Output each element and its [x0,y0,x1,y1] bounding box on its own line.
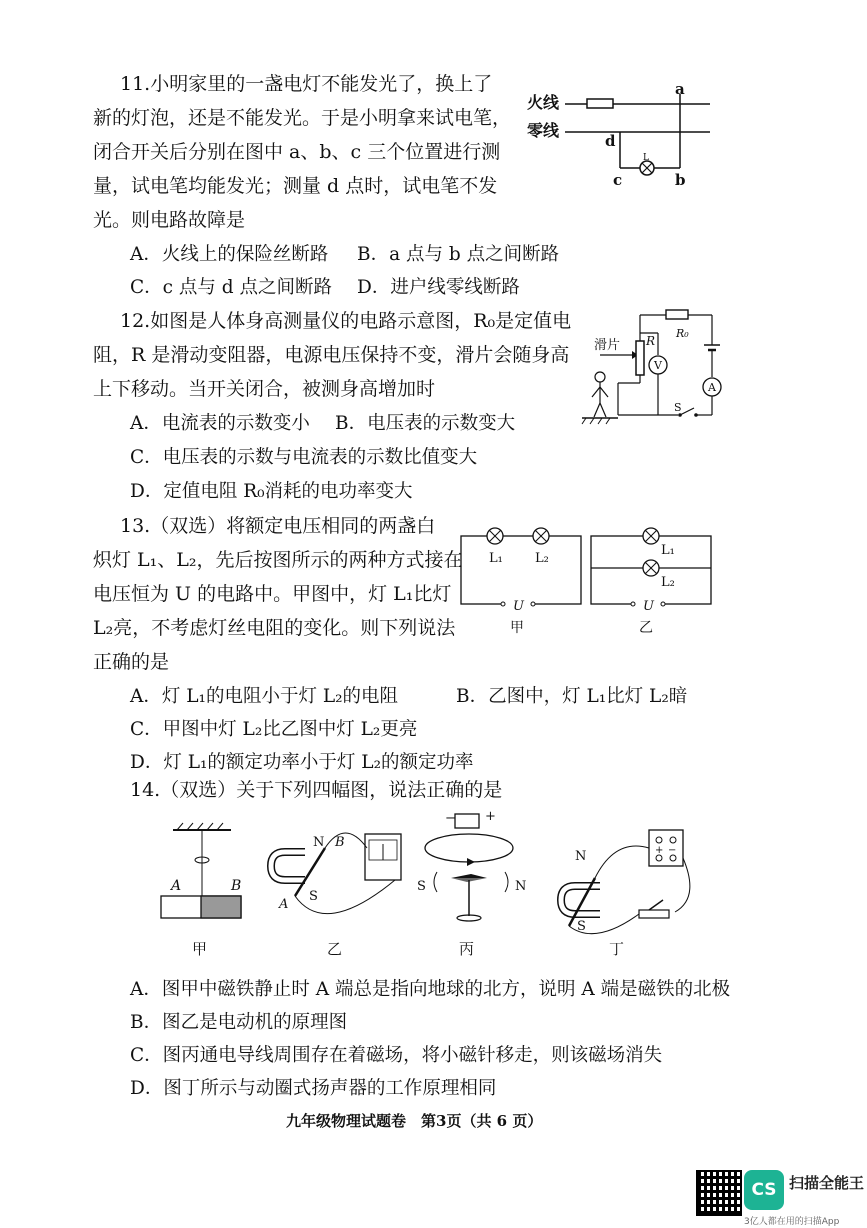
camscanner-logo-icon [744,1170,784,1210]
q13-option-d: D．灯 L₁的额定功率小于灯 L₂的额定功率 [130,752,474,773]
q11-option-d: D．进户线零线断路 [357,277,520,298]
fig-ding-caption: 丁 [609,940,625,958]
switch-label: S [674,401,682,414]
point-a-label: a [675,82,685,98]
ammeter-label: A [708,381,716,394]
lamp-label: L [643,153,649,163]
battery-icon [455,814,479,828]
q13-line-3: 电压恒为 U 的电路中。甲图中，灯 L₁比灯 [93,583,452,605]
fig-yi-caption: 乙 [327,940,343,958]
yi-caption: 乙 [639,620,653,636]
compass-needle-icon [451,874,487,878]
point-c-label: c [613,171,623,189]
slider-label: 滑片 [594,338,621,353]
camscanner-logo-text: CS [751,1180,777,1200]
jia-l2-label: L₂ [535,551,549,566]
q11-line-4: 量，试电笔均能发光；测量 d 点时，试电笔不发 [93,175,498,197]
q12-circuit-diagram [578,305,728,435]
fig-yi-s-label: S [309,889,318,904]
camscanner-name: 扫描全能王 [789,1174,865,1192]
q13-line-1: 13.（双选）将额定电压相同的两盏白 [120,515,436,537]
fig-bing-caption: 丙 [459,940,475,958]
q14-option-a: A．图甲中磁铁静止时 A 端总是指向地球的北方，说明 A 端是磁铁的北极 [130,979,731,1000]
camscanner-tagline: 3亿人都在用的扫描App [744,1217,840,1227]
yi-l1-label: L₁ [661,543,675,558]
switch-icon [680,408,694,415]
q13-option-b: B．乙图中，灯 L₁比灯 L₂暗 [456,686,688,707]
fig-jia-b-label: B [231,878,242,894]
q11-line-3: 闭合开关后分别在图中 a、b、c 三个位置进行测 [93,141,501,163]
q13-option-a: A．灯 L₁的电阻小于灯 L₂的电阻 [130,686,399,707]
q11-circuit-diagram [525,82,715,192]
neutral-wire-label: 零线 [527,121,560,140]
q11-line-1: 11.小明家里的一盏电灯不能发光了，换上了 [120,73,493,95]
fig-yi-a-label: A [279,897,289,912]
q12-option-c: C．电压表的示数与电流表的示数比值变大 [130,447,478,468]
rheostat-label: R [646,334,656,348]
fig-ding-n-label: N [575,849,587,864]
person-icon [595,372,605,382]
q11-option-b: B．a 点与 b 点之间断路 [357,244,560,265]
rheostat-icon [636,341,644,375]
jia-caption: 甲 [510,620,524,636]
fig-bing-s-label: S [417,879,426,894]
fig-ding-plus-label: + [655,845,664,856]
fig-jia-caption: 甲 [192,940,208,958]
q11-line-2: 新的灯泡，还是不能发光。于是小明拿来试电笔， [93,107,512,129]
q13-line-4: L₂亮，不考虑灯丝电阻的变化。则下列说法 [93,617,456,639]
fig-yi-b-label: B [335,835,345,850]
qr-code-icon [696,1170,742,1216]
q11-option-c: C．c 点与 d 点之间断路 [130,277,333,298]
jia-u-label: U [513,599,524,614]
fig-yi-n-label: N [313,835,325,850]
fig-bing-minus-label: − [445,811,456,826]
fuse-icon [587,99,613,108]
yi-l2-label: L₂ [661,575,675,590]
resistor-r0-label: R₀ [676,327,689,340]
q12-option-d: D．定值电阻 R₀消耗的电功率变大 [130,481,413,502]
q14-option-d: D．图丁所示与动圈式扬声器的工作原理相同 [130,1078,497,1099]
q14-option-b: B．图乙是电动机的原理图 [130,1012,348,1033]
fig-bing-n-label: N [515,879,527,894]
q13-line-5: 正确的是 [93,651,170,673]
page-footer: 九年级物理试题卷 第3页（共 6 页） [286,1112,543,1130]
q13-circuit-diagrams [455,518,725,643]
q13-line-2: 炽灯 L₁、L₂，先后按图所示的两种方式接在 [93,549,463,571]
voltmeter-label: V [654,359,662,372]
jia-l1-label: L₁ [489,551,503,566]
q11-option-a: A．火线上的保险丝断路 [130,244,329,265]
yi-u-label: U [643,599,654,614]
fig-ding-minus-label: − [668,845,677,856]
q12-line-3: 上下移动。当开关闭合，被测身高增加时 [93,378,436,400]
q12-line-1: 12.如图是人体身高测量仪的电路示意图，R₀是定值电 [120,310,572,332]
q12-option-b: B．电压表的示数变大 [335,413,516,434]
switch-icon [639,910,669,918]
live-wire-label: 火线 [527,93,560,112]
q12-line-2: 阻，R 是滑动变阻器，电源电压保持不变，滑片会随身高 [93,344,570,366]
q14-option-c: C．图丙通电导线周围存在着磁场，将小磁针移走，则该磁场消失 [130,1045,663,1066]
point-d-label: d [605,132,616,150]
point-b-label: b [675,171,686,189]
q13-option-c: C．甲图中灯 L₂比乙图中灯 L₂更亮 [130,719,418,740]
resistor-r0-icon [666,310,688,319]
q11-line-5: 光。则电路故障是 [93,209,246,231]
fig-ding-s-label: S [577,919,586,934]
fig-jia-a-label: A [171,878,182,894]
q14-figures [155,808,695,960]
fig-bing-plus-label: + [485,809,496,824]
q14-line: 14.（双选）关于下列四幅图，说法正确的是 [130,779,503,801]
q12-option-a: A．电流表的示数变小 [130,413,310,434]
